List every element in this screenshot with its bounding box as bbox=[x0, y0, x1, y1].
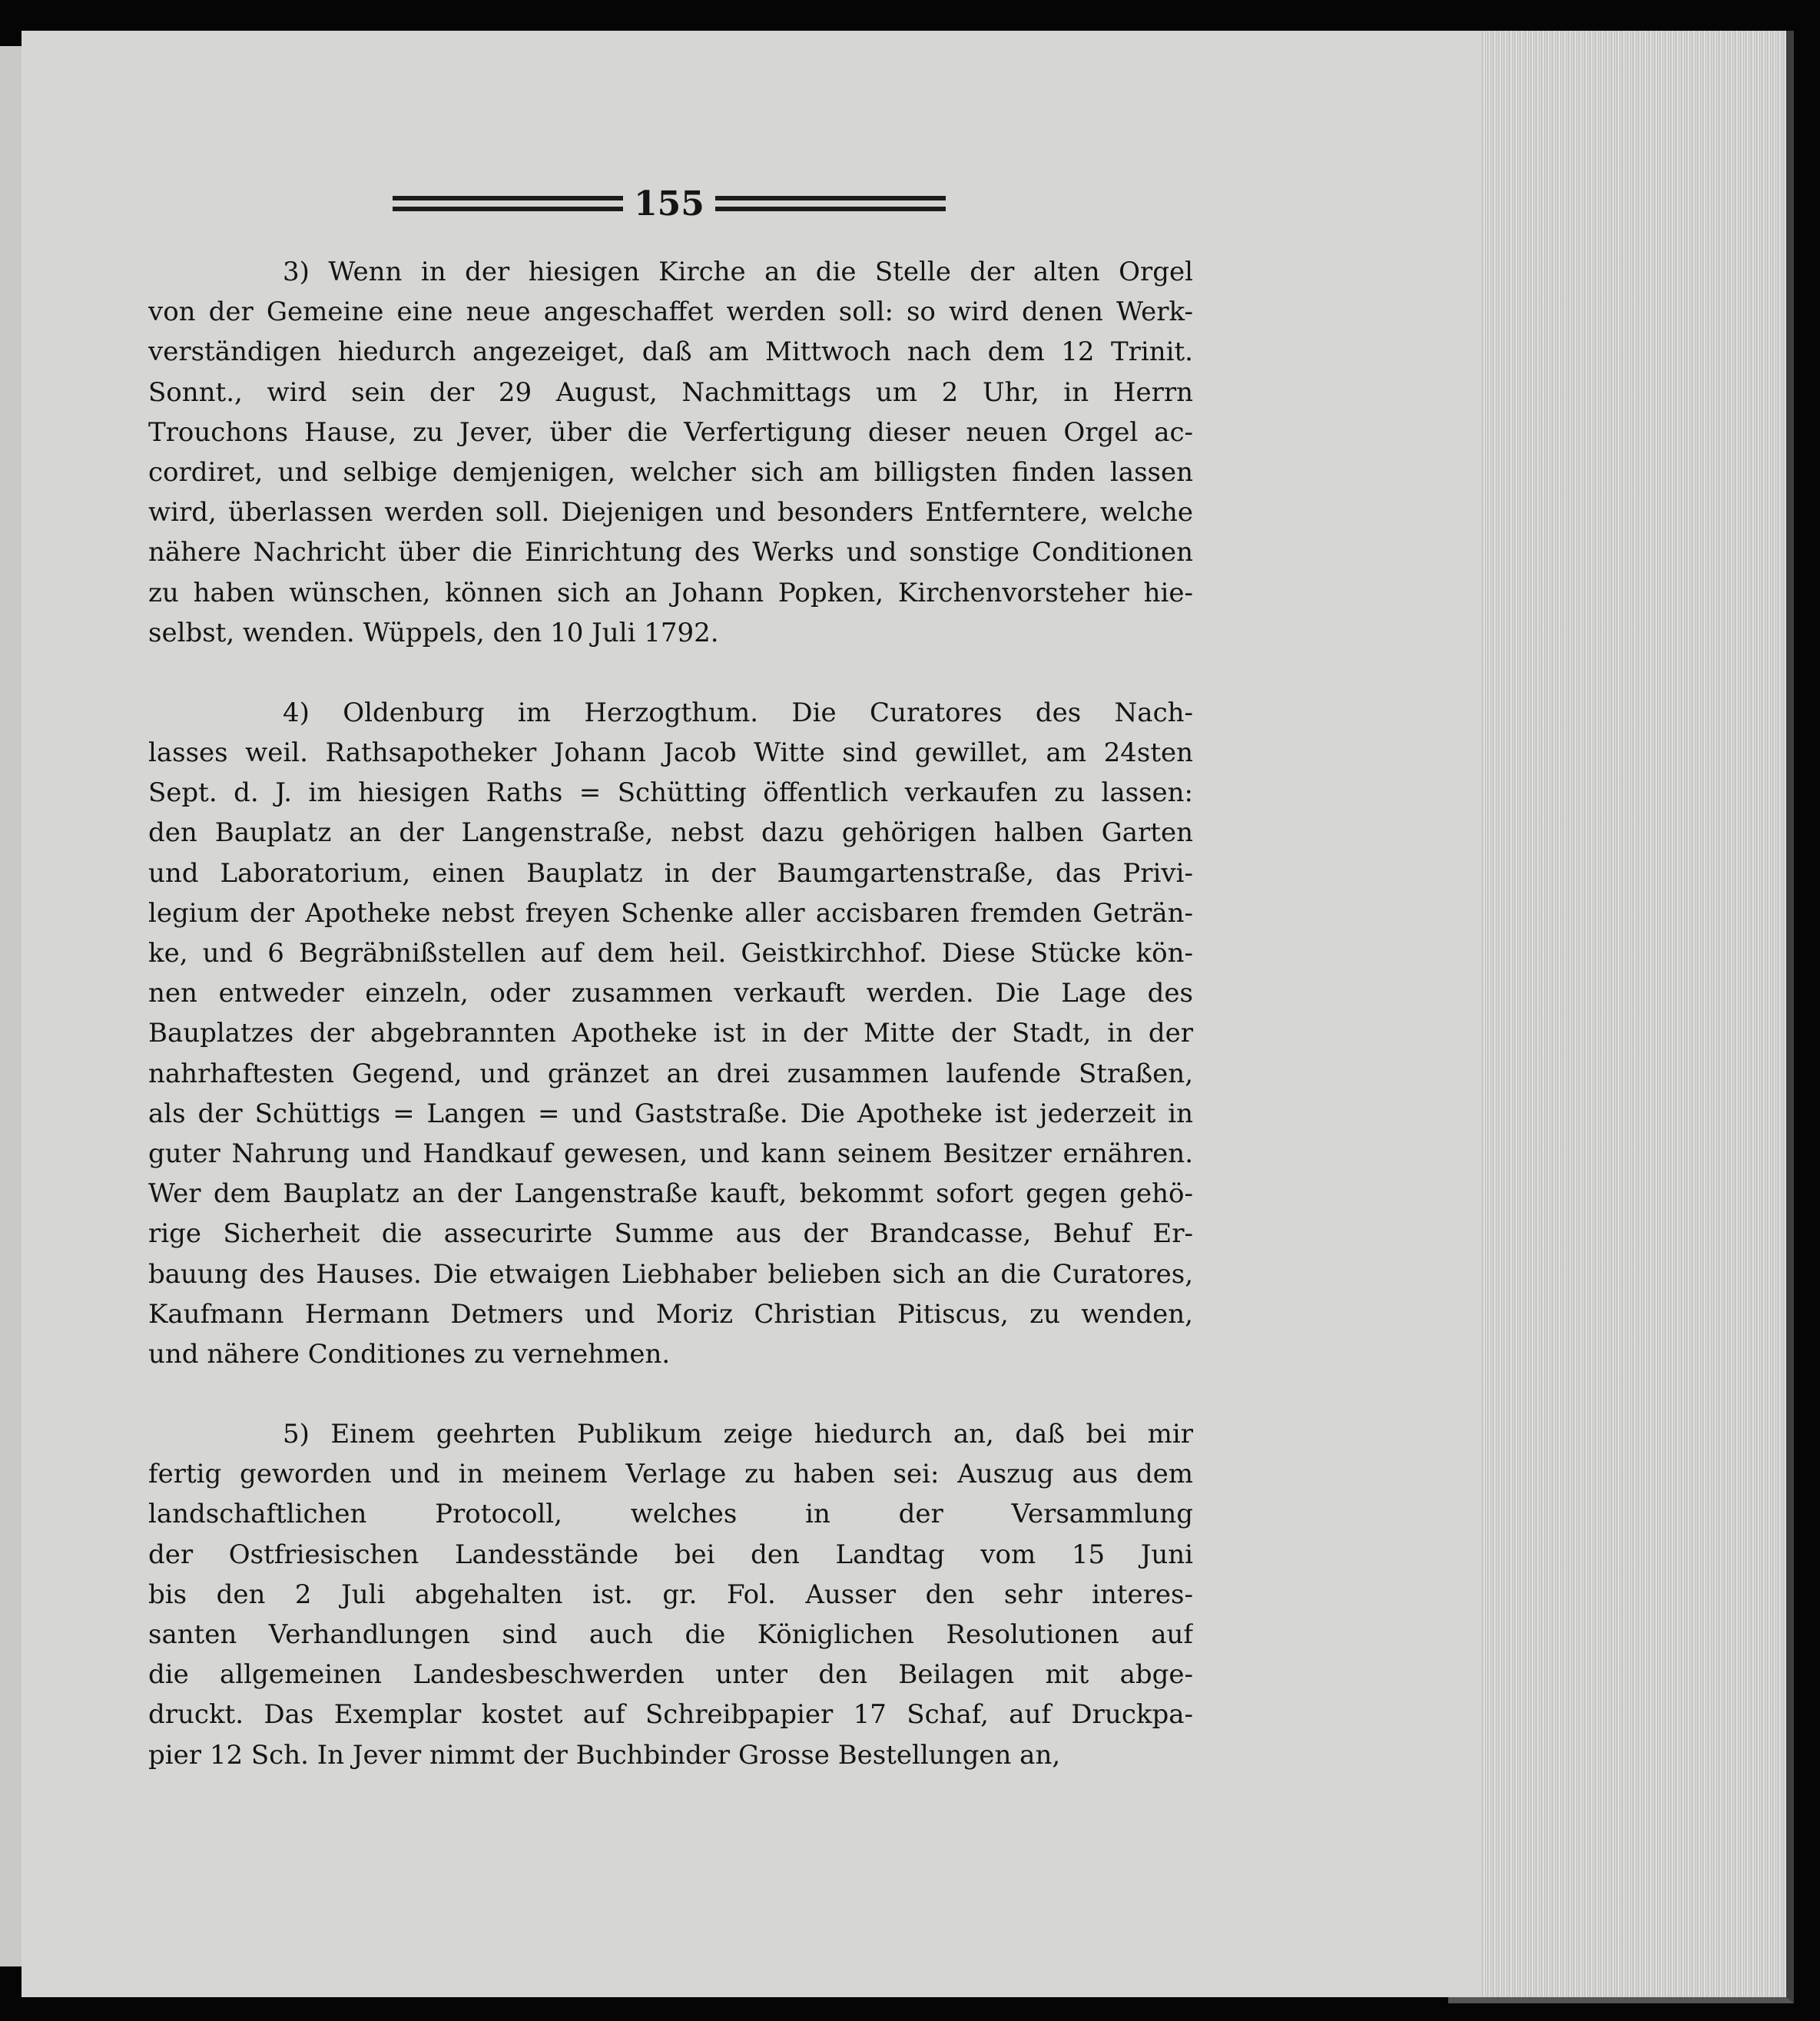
text-line: selbst, wenden. Wüppels, den 10 Juli 1792. bbox=[148, 617, 719, 648]
page-header bbox=[381, 177, 957, 230]
text-line: pier 12 Sch. In Jever nimmt der Buchbinder Grosse Bestellungen an, bbox=[148, 1739, 1061, 1771]
header-rule-right bbox=[715, 196, 946, 211]
text-line: santen Verhandlungen sind auch die Königlichen Resolutionen auf bbox=[148, 1619, 1193, 1650]
text-line: bauung des Hauses. Die etwaigen Liebhaber belieben sich an die Curatores, bbox=[148, 1258, 1193, 1290]
paragraph bbox=[148, 1414, 1193, 1775]
text-line: bis den 2 Juli abgehalten ist. gr. Fol. Ausser den sehr interes- bbox=[148, 1579, 1193, 1610]
text-line: die allgemeinen Landesbeschwerden unter den Beilagen mit abge- bbox=[148, 1659, 1193, 1691]
text-line: cordiret, und selbige demjenigen, welcher sich am billigsten finden lassen bbox=[148, 456, 1193, 488]
text-line: und Laboratorium, einen Bauplatz in der Baumgartenstraße, das Privi- bbox=[148, 857, 1193, 889]
text-line: landschaftlichen Protocoll, welches in der Versammlung bbox=[148, 1499, 1193, 1530]
text-line: nahrhaftesten Gegend, und gränzet an drei zusammen laufende Straßen, bbox=[148, 1058, 1193, 1089]
text-line: lasses weil. Rathsapotheker Johann Jacob Witte sind gewillet, am 24sten bbox=[148, 737, 1193, 769]
text-line: legium der Apotheke nebst freyen Schenke aller accisbaren fremden Geträn- bbox=[148, 897, 1193, 929]
text-line: Wer dem Bauplatz an der Langenstraße kauft, bekommt sofort gegen gehö- bbox=[148, 1178, 1193, 1210]
text-line: Trouchons Hause, zu Jever, über die Verfertigung dieser neuen Orgel ac- bbox=[148, 416, 1193, 448]
text-line: ke, und 6 Begräbnißstellen auf dem heil. Geistkirchhof. Diese Stücke kön- bbox=[148, 938, 1193, 969]
text-line: Kaufmann Hermann Detmers und Moriz Christian Pitiscus, zu wenden, bbox=[148, 1298, 1193, 1330]
text-line: zu haben wünschen, können sich an Johann Popken, Kirchenvorsteher hie- bbox=[148, 577, 1193, 608]
paragraph bbox=[148, 252, 1193, 653]
text-line: guter Nahrung und Handkauf gewesen, und kann seinem Besitzer ernähren. bbox=[148, 1138, 1193, 1169]
text-line: Sonnt., wird sein der 29 August, Nachmittags um 2 Uhr, in Herrn bbox=[148, 376, 1193, 408]
text-line: verständigen hiedurch angezeiget, daß am Mittwoch nach dem 12 Trinit. bbox=[148, 336, 1193, 368]
text-line: der Ostfriesischen Landesstände bei den Landtag vom 15 Juni bbox=[148, 1539, 1193, 1570]
text-line: den Bauplatz an der Langenstraße, nebst dazu gehörigen halben Garten bbox=[148, 817, 1193, 849]
text-line: wird, überlassen werden soll. Diejenigen und besonders Entferntere, welche bbox=[148, 497, 1193, 528]
book-fore-edge bbox=[1448, 31, 1794, 2003]
text-line: als der Schüttigs = Langen = und Gaststraße. Die Apotheke ist jederzeit in bbox=[148, 1098, 1193, 1129]
text-line: 4) Oldenburg im Herzogthum. Die Curatores des Nach- bbox=[283, 697, 1193, 728]
text-line: Bauplatzes der abgebrannten Apotheke ist in der Mitte der Stadt, in der bbox=[148, 1018, 1193, 1049]
text-line: fertig geworden und in meinem Verlage zu haben sei: Auszug aus dem bbox=[148, 1459, 1193, 1490]
book-page bbox=[22, 31, 1481, 1997]
text-line: und nähere Conditiones zu vernehmen. bbox=[148, 1338, 671, 1370]
text-line: druckt. Das Exemplar kostet auf Schreibpapier 17 Schaf, auf Druckpa- bbox=[148, 1699, 1193, 1731]
text-line: nähere Nachricht über die Einrichtung des Werks und sonstige Conditionen bbox=[148, 537, 1193, 568]
text-line: Sept. d. J. im hiesigen Raths = Schütting öffentlich verkaufen zu lassen: bbox=[148, 777, 1193, 809]
text-line: nen entweder einzeln, oder zusammen verkauft werden. Die Lage des bbox=[148, 978, 1193, 1009]
text-line: 3) Wenn in der hiesigen Kirche an die Stelle der alten Orgel bbox=[283, 257, 1193, 287]
text-body bbox=[148, 252, 1193, 1775]
text-line: rige Sicherheit die assecurirte Summe aus der Brandcasse, Behuf Er- bbox=[148, 1218, 1193, 1250]
text-line: 5) Einem geehrten Publikum zeige hiedurch an, daß bei mir bbox=[283, 1419, 1193, 1450]
header-rule-left bbox=[393, 196, 623, 211]
page-number: 155 bbox=[634, 184, 704, 224]
text-line: von der Gemeine eine neue angeschaffet werden soll: so wird denen Werk- bbox=[148, 297, 1193, 328]
paragraph bbox=[148, 693, 1193, 1374]
